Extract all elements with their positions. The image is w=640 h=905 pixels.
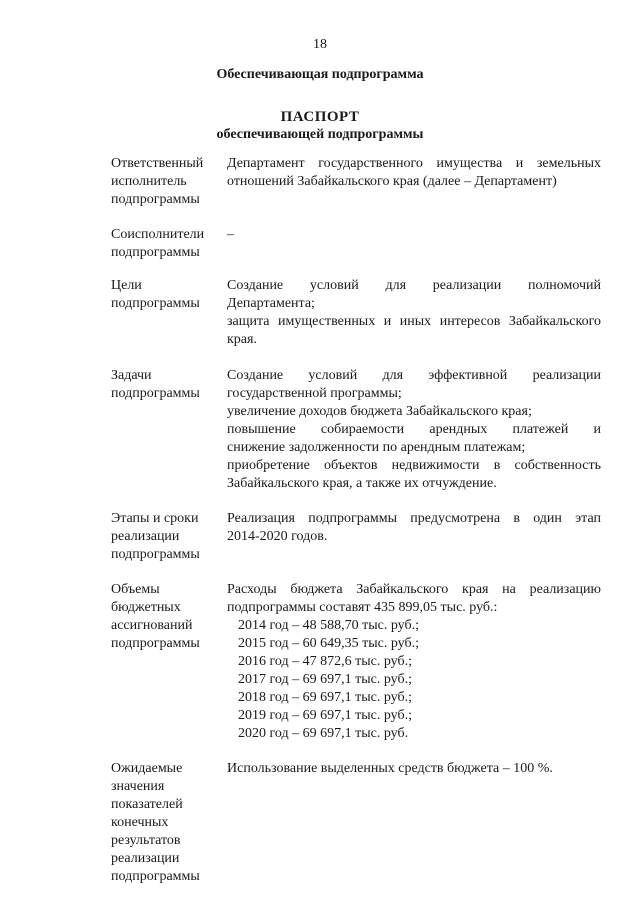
row-value-line: снижение задолженности по арендным платежам;	[227, 440, 526, 455]
row-value	[227, 581, 601, 743]
passport-table	[111, 155, 601, 886]
row-value-line: Создание условий для реализации полномочий	[227, 278, 601, 293]
row-label-line: подпрограммы	[111, 386, 200, 401]
row-value	[227, 510, 601, 564]
row-label-line: Объемы	[111, 582, 160, 597]
row-label-line: подпрограммы	[111, 192, 200, 207]
row-value-line: –	[227, 227, 234, 242]
page-number: 18	[313, 37, 327, 52]
passport-row	[111, 760, 601, 886]
row-value-line: 2018 год – 69 697,1 тыс. руб.;	[238, 690, 412, 705]
passport-row	[111, 155, 601, 209]
row-value	[227, 277, 601, 349]
row-value-line: Использование выделенных средств бюджета – 100 %.	[227, 761, 553, 776]
row-value-line: отношений Забайкальского края (далее – Департамент)	[227, 174, 557, 189]
row-label-line: Ожидаемые	[111, 761, 183, 776]
row-value-line: увеличение доходов бюджета Забайкальского края;	[227, 404, 532, 419]
row-value-line: приобретение объектов недвижимости в собственность	[227, 458, 601, 473]
row-value-line: 2015 год – 60 649,35 тыс. руб.;	[238, 636, 419, 651]
row-label	[111, 367, 227, 493]
row-label	[111, 760, 227, 886]
row-label	[111, 510, 227, 564]
row-label-line: Этапы и сроки	[111, 511, 199, 526]
row-value-line: 2020 год – 69 697,1 тыс. руб.	[238, 726, 409, 741]
row-value-line: 2014-2020 годов.	[227, 529, 328, 544]
row-value-line: Забайкальского края, а также их отчуждение.	[227, 476, 497, 491]
passport-row	[111, 226, 601, 262]
passport-row	[111, 277, 601, 349]
row-label-line: реализации	[111, 529, 180, 544]
passport-title: ПАСПОРТ	[280, 109, 360, 125]
passport-row	[111, 510, 601, 564]
row-value-line: края.	[227, 332, 257, 347]
row-value	[227, 760, 601, 886]
row-value	[227, 155, 601, 209]
row-label-line: подпрограммы	[111, 296, 200, 311]
row-value-line: 2016 год – 47 872,6 тыс. руб.;	[238, 654, 412, 669]
row-label-line: реализации	[111, 851, 180, 866]
row-value-line: Департамента;	[227, 296, 315, 311]
row-label-line: значения	[111, 779, 165, 794]
row-label-line: Задачи	[111, 368, 152, 383]
row-value-line: Расходы бюджета Забайкальского края на реализацию	[227, 582, 601, 597]
row-label	[111, 581, 227, 743]
row-value-line: государственной программы;	[227, 386, 402, 401]
row-label-line: Соисполнители	[111, 227, 205, 242]
passport-subtitle: обеспечивающей подпрограммы	[216, 127, 424, 142]
row-value-line: повышение собираемости арендных платежей и	[227, 422, 601, 437]
row-label-line: результатов	[111, 833, 181, 848]
row-value-line: 2014 год – 48 588,70 тыс. руб.;	[238, 618, 419, 633]
row-label-line: подпрограммы	[111, 869, 200, 884]
row-value-line: защита имущественных и иных интересов Забайкальского	[227, 314, 601, 329]
row-label-line: исполнитель	[111, 174, 187, 189]
row-label	[111, 277, 227, 349]
passport-row	[111, 581, 601, 743]
row-value-line: подпрограммы составят 435 899,05 тыс. руб.:	[227, 600, 498, 615]
row-value-line: 2019 год – 69 697,1 тыс. руб.;	[238, 708, 412, 723]
row-label-line: подпрограммы	[111, 636, 200, 651]
row-label-line: бюджетных	[111, 600, 181, 615]
row-label-line: ассигнований	[111, 618, 193, 633]
row-value-line: Департамент государственного имущества и земельных	[227, 156, 601, 171]
row-label-line: конечных	[111, 815, 169, 830]
row-label-line: подпрограммы	[111, 547, 200, 562]
section-title: Обеспечивающая подпрограмма	[216, 67, 424, 82]
row-value	[227, 367, 601, 493]
row-label	[111, 155, 227, 209]
passport-row	[111, 367, 601, 493]
row-label-line: Цели	[111, 278, 142, 293]
row-label	[111, 226, 227, 262]
row-value-line: Реализация подпрограммы предусмотрена в один этап	[227, 511, 601, 526]
row-label-line: подпрограммы	[111, 245, 200, 260]
row-value	[227, 226, 601, 262]
row-value-line: 2017 год – 69 697,1 тыс. руб.;	[238, 672, 412, 687]
row-value-line: Создание условий для эффективной реализации	[227, 368, 601, 383]
row-label-line: показателей	[111, 797, 183, 812]
row-label-line: Ответственный	[111, 156, 204, 171]
